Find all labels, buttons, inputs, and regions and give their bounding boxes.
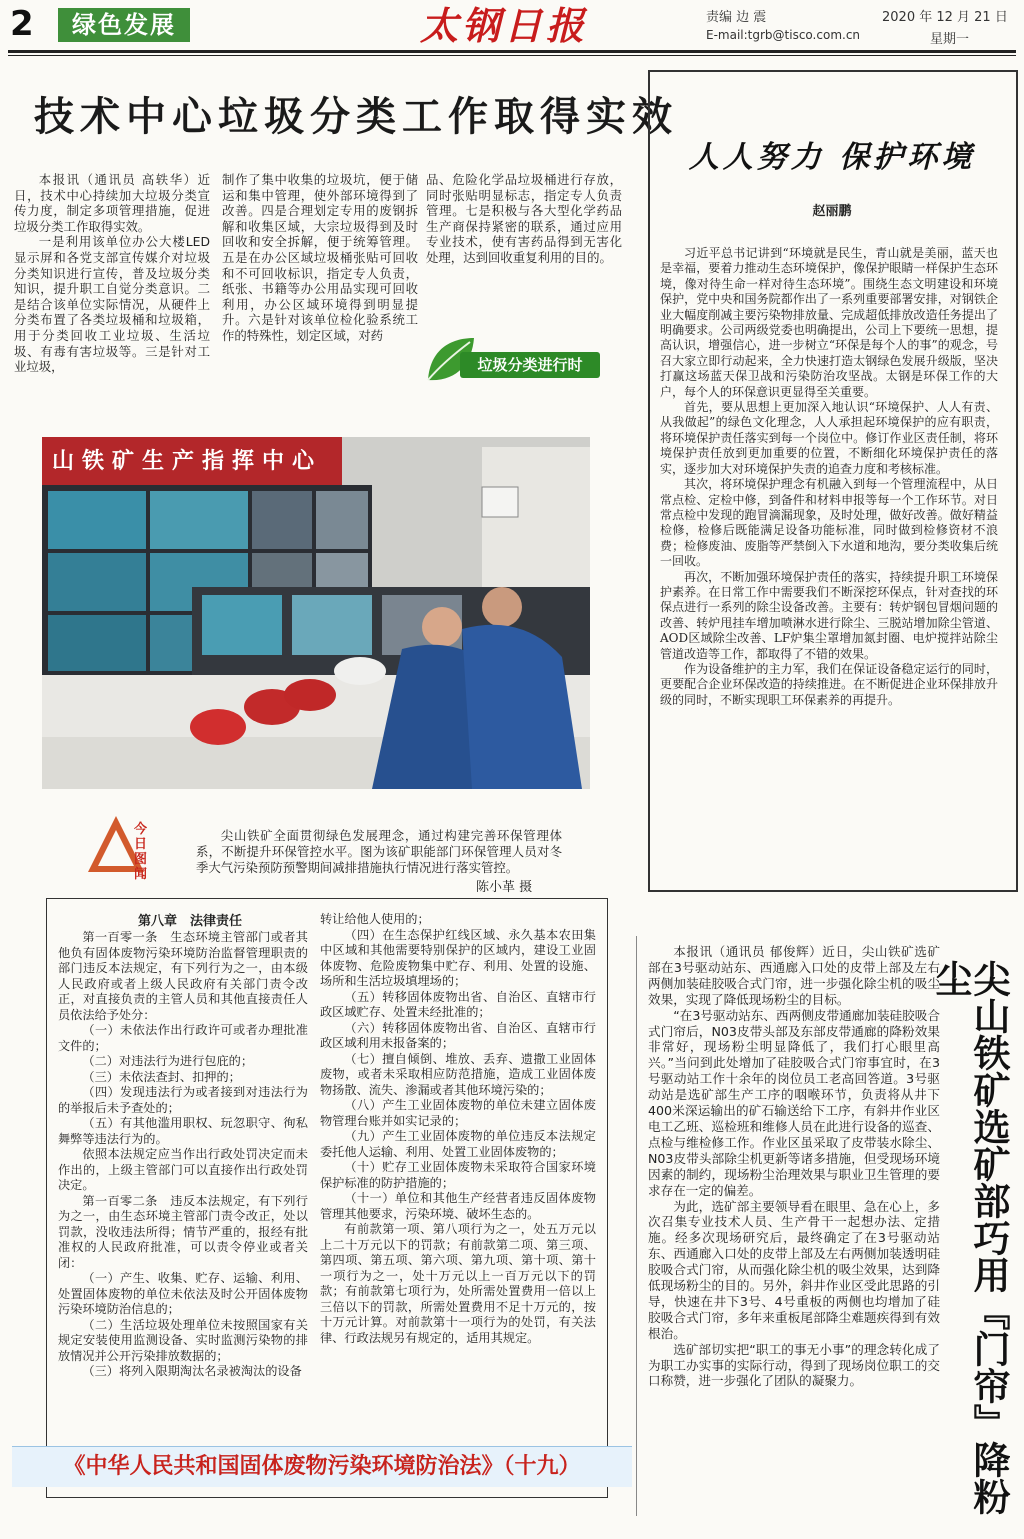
law-col2 — [320, 912, 596, 1346]
article2-para: 选矿部切实把“职工的事无小事”的理念转化成了为职工办实事的实际行动，得到了现场岗位职工的交口称赞，进一步强化了团队的凝聚力。 — [648, 1341, 940, 1389]
law-para: 第一百零二条 违反本法规定，有下列行为之一，由生态环境主管部门责令改正，处以罚款，没收违法所得；情节严重的，报经有批准权的人民政府批准，可以责令停业或者关闭： — [58, 1193, 308, 1270]
law-chapter: 第八章 法律责任 — [137, 914, 242, 929]
editorial-body — [660, 246, 998, 708]
article1-para: 本报讯（通讯员 高轶华）近日，技术中心持续加大垃圾分类宣传力度，制定多项管理措施，促进垃圾分类工作取得实效。 — [14, 172, 210, 234]
control-room-photo — [42, 437, 590, 789]
law-para: 转让给他人使用的； — [320, 912, 430, 926]
column-tag: 今日图闻 — [134, 822, 148, 882]
article2-para: “在3号驱动站东、西两侧皮带通廊加装硅胶吸合式门帘后，N03皮带头部及东部皮带通廊的降粉效果非常好，现场粉尘明显降低了，我们打心眼里高兴。”当问到此处增加了硅胶吸合式门帘事宜时，在3号驱动站工作十余年的岗位员工老高回答道。3号驱动站是选矿部生产工序的咽喉环节，负责将从井下400米深运输出的矿石输送给下工序，有斜井作业区电工乙班、巡检班和维修人员在此进行设备的巡查、点检与维检修工作。作业区虽采取了皮带装水除尘、N03皮带头部除尘机更新等诸多措施，但受现场环境因素的制约，现场粉尘治理效果与职业卫生管理的要求存在一定的偏差。 — [648, 1007, 940, 1198]
law-para: （五）有其他滥用职权、玩忽职守、徇私舞弊等违法行为的。 — [58, 1116, 308, 1146]
law-para: （十）贮存工业固体废物未采取符合国家环境保护标准的防护措施的； — [320, 1160, 596, 1190]
law-para: （六）转移固体废物出省、自治区、直辖市行政区域利用未报备案的； — [320, 1020, 596, 1050]
masthead-rule-thin — [8, 55, 1016, 56]
photo-caption-text: 尖山铁矿全面贯彻绿色发展理念，通过构建完善环保管理体系，不断提升环保管控水平。图为该矿职能部门环保管理人员对冬季大气污染预防预警期间减排措施执行情况进行落实管控。 — [196, 828, 562, 875]
editor-line: 责编 边 震 — [706, 10, 767, 25]
editorial-para: 首先，要从思想上更加深入地认识“环境保护、人人有责、从我做起”的绿色文化理念，人人承担起环境保护的应有职责，将环境保护责任落实到每一个岗位中。修订作业区责任制，将环境保护责任放到更加重要的位置，不断细化环境保护责任的落实，逐步加大对环境保护失责的追查力度和考核标准。 — [660, 400, 998, 476]
editorial-para: 作为设备维护的主力军，我们在保证设备稳定运行的同时，更要配合企业环保改造的持续推进。在不断促进企业环保排放升级的同时，不断实现职工环保素养的再提升。 — [660, 661, 998, 707]
law-para: （十一）单位和其他生产经营者违反固体废物管理其他要求，污染环境、破坏生态的。 — [320, 1191, 596, 1221]
law-para: （四）在生态保护红线区域、永久基本农田集中区域和其他需要特别保护的区域内，建设工业固体废物、危险废物集中贮存、利用、处置的设施、场所和生活垃圾填埋场的； — [320, 927, 596, 988]
law-para: （四）发现违法行为或者接到对违法行为的举报后未予查处的； — [58, 1085, 308, 1115]
article2-divider — [636, 936, 637, 1516]
article1-col2 — [222, 172, 418, 344]
page-number: 2 — [10, 4, 34, 44]
photo-sign: 山铁矿生产指挥中心 — [52, 448, 323, 474]
issue-weekday: 星期一 — [930, 32, 970, 47]
law-para: （二）生活垃圾处理单位未按照国家有关规定安装使用监测设备、实时监测污染物的排放情况并公开污染排放数据的； — [58, 1317, 308, 1363]
masthead-rule — [8, 50, 1016, 53]
article1-col3 — [426, 172, 622, 266]
law-title-banner: 《中华人民共和国固体废物污染环境防治法》（十九） — [12, 1446, 632, 1487]
article1-col1 — [14, 172, 210, 375]
editorial-para: 习近平总书记讲到“环境就是民生，青山就是美丽，蓝天也是幸福，要着力推动生态环境保护，像保护眼睛一样保护生态环境，像对待生命一样对待生态环境”。围绕生态文明建设和环境保护，党中央和国务院都作出了一系列重要部署安排，对钢铁企业大幅度削减主要污染物排放量、完成超低排放改造任务提出了明确要求。公司两级党委也明确提出，公司上下要统一思想，提高认识，增强信心，进一步树立“环保是每个人的事”的观念，号召大家立即行动起来，全力快速打造太钢绿色发展升级版，坚决打赢这场蓝天保卫战和污染防治攻坚战。太钢是环保工作的大户，每个人的环保意识更显得至关重要。 — [660, 246, 998, 399]
law-para: （五）转移固体废物出省、自治区、直辖市行政区域贮存、处置未经批准的； — [320, 989, 596, 1019]
badge-label: 垃圾分类进行时 — [460, 352, 600, 378]
section-label: 绿色发展 — [58, 8, 190, 42]
law-para: （七）擅自倾倒、堆放、丢弃、遗撒工业固体废物，或者未采取相应防范措施，造成工业固体废物扬散、流失、渗漏或者其他环境污染的； — [320, 1051, 596, 1097]
editorial-para: 其次，将环境保护理念有机融入到每一个管理流程中，从日常点检、定检中修，到备件和材料申报等每一个工作环节。对日常点检中发现的跑冒滴漏现象，及时处理，做好改善。做好精益检修，检修后既能满足设备功能标准，同时做到检修资材不浪费；检修废油、废脂等严禁倒入下水道和地沟，要分类收集后统一回收。 — [660, 477, 998, 569]
law-para: （三）将列入限期淘汰名录被淘汰的设备 — [82, 1364, 302, 1378]
law-para: （一）产生、收集、贮存、运输、利用、处置固体废物的单位未依法及时公开固体废物污染环境防治信息的； — [58, 1271, 308, 1316]
email-line: E-mail:tgrb@tisco.com.cn — [706, 28, 861, 42]
article2-body — [648, 944, 940, 1389]
law-para: 有前款第一项、第八项行为之一，处五万元以上二十万元以下的罚款；有前款第二项、第三项、第四项、第五项、第六项、第九项、第十项、第十一项行为之一，处十万元以上一百万元以下的罚款；有前款第七项行为，处所需处置费用一倍以上三倍以下的罚款，所需处置费用不足十万元的，按十万元计算。对前款第十一项行为的处罚，有关法律、行政法规另有规定的，适用其规定。 — [320, 1222, 596, 1345]
law-para: 依照本法规定应当作出行政处罚决定而未作出的，上级主管部门可以直接作出行政处罚决定。 — [58, 1147, 308, 1192]
article2-title: 尖山铁矿选矿部巧用『门帘』降粉尘 — [929, 960, 1011, 1515]
article2-para: 为此，选矿部主要领导看在眼里、急在心上，多次召集专业技术人员、生产骨干一起想办法、定措施。经多次现场研究后，最终确定了在3号驱动站东、西通廊入口处的皮带上部及左右两侧加装透明硅胶吸合式门帘，从而强化除尘机的吸尘效果，达到降低现场粉尘的目的。另外，斜井作业区受此思路的引导，快速在井下3号、4号重板的两侧也均增加了硅胶吸合式门帘，多年来重板尾部降尘难题疾得到有效根治。 — [648, 1198, 940, 1341]
law-para: （九）产生工业固体废物的单位违反本法规定委托他人运输、利用、处置工业固体废物的； — [320, 1129, 596, 1159]
article1-title: 技术中心垃圾分类工作取得实效 — [34, 93, 678, 140]
law-para: （一）未依法作出行政许可或者办理批准文件的； — [58, 1023, 308, 1053]
issue-date: 2020 年 12 月 21 日 — [882, 10, 1008, 25]
law-para: 第一百零一条 生态环境主管部门或者其他负有固体废物污染环境防治监督管理职责的部门违反本法规定，有下列行为之一，由本级人民政府或者上级人民政府有关部门责令改正，对直接负责的主管人员和其他直接责任人员依法给予处分： — [58, 930, 308, 1022]
editorial-title: 人人努力 保护环境 — [688, 140, 976, 175]
article1-para: 一是利用该单位办公大楼LED显示屏和各党支部宣传媒介对垃圾分类知识进行宣传，普及垃圾分类知识，提升职工自觉分类意识。二是结合该单位实际情况，从硬件上分类布置了各类垃圾桶和垃圾箱，用于分类回收工业垃圾、生活垃圾、有毒有害垃圾等。三是针对工业垃圾， — [14, 234, 210, 375]
editorial-para: 再次，不断加强环境保护责任的落实，持续提升职工环境保护素养。在日常工作中需要我们不断深挖环保点，针对查找的环保点进行一系列的除尘设备改善。主要有：转炉钢包冒烟问题的改善、转炉甩挂车增加喷淋水进行除尘、三脱站增加除尘管道、AOD区域除尘改善、LF炉集尘罩增加氮封圈、电炉搅拌站除尘管道改造等工作，都取得了不错的效果。 — [660, 569, 998, 661]
law-para: （八）产生工业固体废物的单位未建立固体废物管理台账并如实记录的； — [320, 1098, 596, 1128]
article1-para: 品、危险化学品垃圾桶进行存放，同时张贴明显标志，指定专人负责管理。七是积极与各大型化学药品生产商保持紧密的联系，通过应用专业技术，使有害药品得到无害化处理，达到回收重复利用的目的。 — [426, 172, 622, 265]
law-col1 — [58, 930, 308, 1380]
law-para: （三）未依法查封、扣押的； — [82, 1069, 241, 1084]
article1-para: 制作了集中收集的垃圾坑，便于储运和集中管理，使外部环境得到了改善。四是合理划定专用的废钢拆解和收集区域，大宗垃圾得到及时回收和安全拆解，便于统筹管理。五是在办公区域垃圾桶张贴可回收和不可回收标识，指定专人负责，纸张、书籍等办公用品实现可回收利用，办公区域环境得到明显提升。六是针对该单位检化验系统工作的特殊性，划定区域，对药 — [222, 172, 418, 343]
editorial-author: 赵丽鹏 — [812, 204, 852, 219]
law-para: （二）对违法行为进行包庇的； — [82, 1054, 254, 1068]
photo-credit: 陈小革 摄 — [476, 880, 533, 895]
article2-para: 本报讯（通讯员 郁俊辉）近日，尖山铁矿选矿部在3号驱动站东、西通廊入口处的皮带上部及左右两侧加装硅胶吸合式门帘，进一步强化除尘机的吸尘效果，实现了降低现场粉尘的目标。 — [648, 944, 940, 1007]
paper-logo: 太钢日报 — [420, 3, 589, 48]
photo-caption — [196, 828, 562, 875]
